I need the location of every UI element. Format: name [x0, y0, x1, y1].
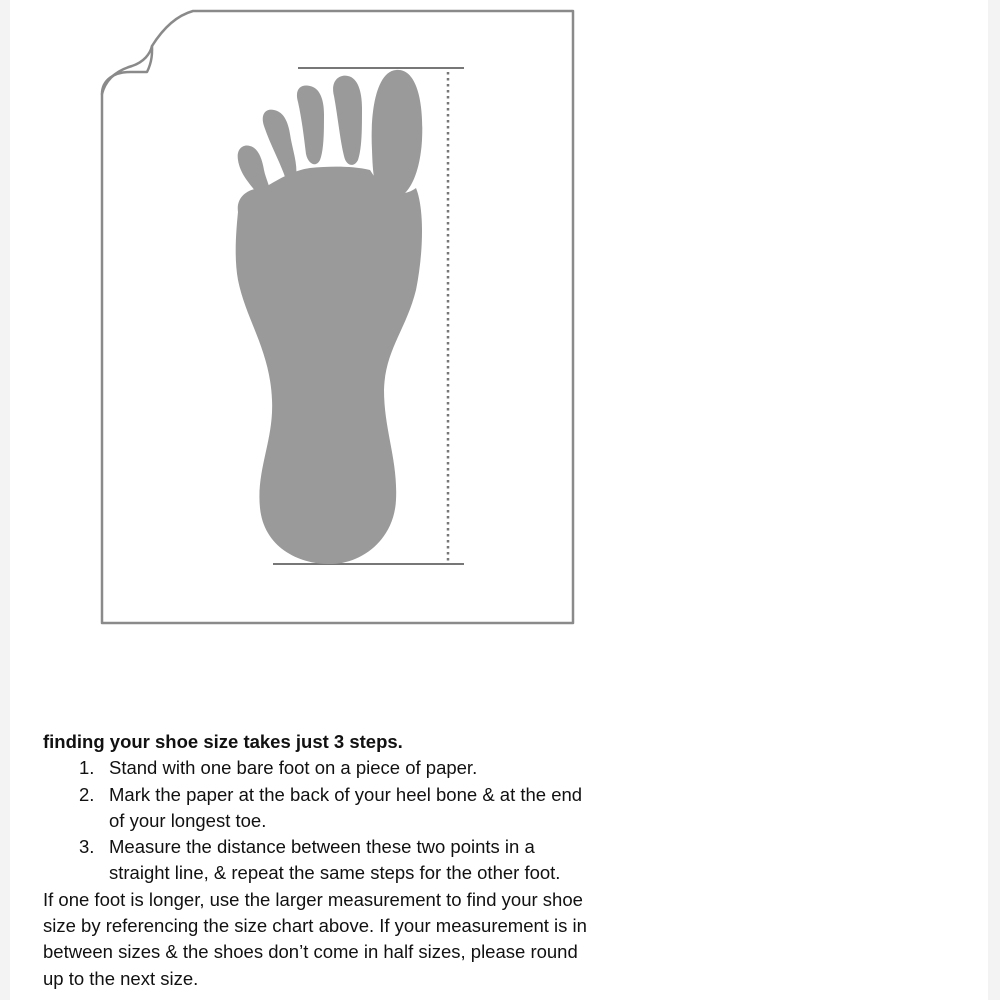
- step-number: 2.: [79, 783, 95, 805]
- step-number: 1.: [79, 757, 95, 779]
- paragraph-line: size by referencing the size chart above. If your measurement is in: [43, 915, 587, 937]
- step-text-line: Stand with one bare foot on a piece of paper.: [109, 757, 478, 779]
- step-text-line: Mark the paper at the back of your heel bone & at the end: [109, 783, 583, 805]
- instructions: [43, 729, 643, 992]
- paragraph-line: up to the next size.: [43, 967, 199, 989]
- steps-list: [43, 755, 643, 886]
- size-guidance-paragraph: [43, 887, 643, 992]
- step-item: [43, 755, 643, 781]
- paragraph-line: If one foot is longer, use the larger measurement to find your shoe: [43, 888, 583, 910]
- step-text-line: Measure the distance between these two points in a: [109, 836, 535, 858]
- step-item: [43, 834, 643, 887]
- foot-on-paper-icon: [10, 0, 610, 640]
- instructions-heading: finding your shoe size takes just 3 steps.: [43, 731, 403, 752]
- step-number: 3.: [79, 836, 95, 858]
- step-item: [43, 782, 643, 835]
- step-text-line: of your longest toe.: [109, 809, 267, 831]
- paragraph-line: between sizes & the shoes don’t come in half sizes, please round: [43, 941, 578, 963]
- page: [10, 0, 988, 1000]
- step-text-line: straight line, & repeat the same steps for the other foot.: [109, 862, 561, 884]
